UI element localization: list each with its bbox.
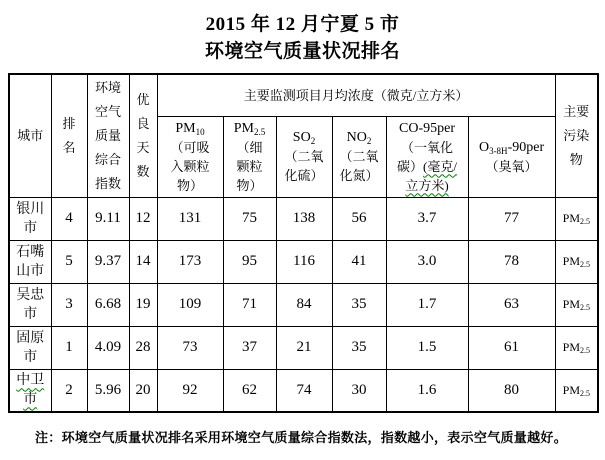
col-header-composite-index: 环境空气质量综合指数 [87, 74, 129, 197]
rank-cell: 2 [51, 369, 87, 412]
good-days-cell: 12 [129, 197, 157, 240]
o3-cell: 61 [468, 326, 555, 369]
no2-symbol: $NO_2$ [346, 130, 372, 146]
air-quality-ranking-table [8, 73, 599, 413]
good-days-cell: 14 [129, 240, 157, 283]
city-cell: 石嘴山市 [9, 240, 51, 283]
main-pollutant-cell: $PM_{2.5}$ [555, 197, 598, 240]
title-line-2: 环境空气质量状况排名 [204, 41, 400, 62]
footnote: 注：环境空气质量状况排名采用环境空气质量综合指数法，指数越小，表示空气质量越好。 [35, 430, 568, 445]
col-header-no2 [332, 116, 386, 197]
no2-cell: 30 [332, 369, 386, 412]
pm10-cell: 131 [157, 197, 223, 240]
pm10-cell: 73 [157, 326, 223, 369]
city-cell: 吴忠市 [9, 283, 51, 326]
co-cell: 3.7 [386, 197, 468, 240]
pm25-description: （细颗粒物） [236, 139, 263, 193]
col-header-main-pollutant: 主要污染物 [555, 74, 598, 197]
col-header-city: 城市 [9, 74, 51, 197]
no2-cell: 56 [332, 197, 386, 240]
rank-cell: 3 [51, 283, 87, 326]
co-cell: 3.0 [386, 240, 468, 283]
pm25-cell: 37 [223, 326, 276, 369]
co-description: （一氧化碳）(毫克/立方米) [397, 139, 457, 193]
pm25-symbol: $PM_{2.5}$ [233, 120, 266, 137]
col-header-pm10 [157, 116, 223, 197]
col-header-rank: 排名 [51, 74, 87, 197]
good-days-cell: 28 [129, 326, 157, 369]
pm25-cell: 71 [223, 283, 276, 326]
co-cell: 1.5 [386, 326, 468, 369]
col-header-pm25 [223, 116, 276, 197]
pm10-cell: 173 [157, 240, 223, 283]
document-title [0, 0, 605, 65]
pm10-cell: 92 [157, 369, 223, 412]
table-row [9, 369, 598, 412]
o3-description: （臭氧） [485, 158, 538, 174]
o3-cell: 77 [468, 197, 555, 240]
so2-description: （二氧化硫） [284, 149, 324, 183]
o3-cell: 78 [468, 240, 555, 283]
so2-symbol: $SO_2$ [292, 130, 316, 146]
o3-cell: 63 [468, 283, 555, 326]
main-pollutant-cell: $PM_{2.5}$ [555, 240, 598, 283]
col-header-co [386, 116, 468, 197]
col-header-so2 [276, 116, 332, 197]
pm25-cell: 62 [223, 369, 276, 412]
no2-cell: 35 [332, 326, 386, 369]
col-header-o3 [468, 116, 555, 197]
table-row [9, 240, 598, 283]
col-header-good-days: 优良天数 [129, 74, 157, 197]
co-cell: 1.6 [386, 369, 468, 412]
pm10-cell: 109 [157, 283, 223, 326]
main-pollutant-cell: $PM_{2.5}$ [555, 326, 598, 369]
so2-cell: 116 [276, 240, 332, 283]
so2-cell: 21 [276, 326, 332, 369]
table-row [9, 283, 598, 326]
good-days-cell: 20 [129, 369, 157, 412]
city-cell [9, 369, 51, 412]
title-line-1: 2015 年 12 月宁夏 5 市 [205, 14, 400, 35]
co-symbol: CO-95per [399, 120, 455, 136]
col-header-monitoring-group: 主要监测项目月均浓度（微克/立方米） [157, 74, 555, 116]
city-cell: 固原市 [9, 326, 51, 369]
misspelled-city-text: 中卫市 [16, 373, 45, 408]
pm10-description: （可吸入颗粒物） [170, 139, 210, 193]
index-cell: 6.68 [87, 283, 129, 326]
pm25-cell: 75 [223, 197, 276, 240]
index-cell: 9.37 [87, 240, 129, 283]
co-cell: 1.7 [386, 283, 468, 326]
so2-cell: 84 [276, 283, 332, 326]
pm25-cell: 95 [223, 240, 276, 283]
o3-cell: 80 [468, 369, 555, 412]
no2-cell: 41 [332, 240, 386, 283]
rank-cell: 4 [51, 197, 87, 240]
city-cell: 银川市 [9, 197, 51, 240]
table-row [9, 326, 598, 369]
o3-symbol: $O_{3-8H}-90per$ [478, 139, 545, 156]
pm10-symbol: $PM_{10}$ [175, 120, 205, 137]
rank-cell: 5 [51, 240, 87, 283]
index-cell: 5.96 [87, 369, 129, 412]
so2-cell: 74 [276, 369, 332, 412]
good-days-cell: 19 [129, 283, 157, 326]
index-cell: 4.09 [87, 326, 129, 369]
table-row [9, 197, 598, 240]
rank-cell: 1 [51, 326, 87, 369]
main-pollutant-cell: $PM_{2.5}$ [555, 369, 598, 412]
main-pollutant-cell: $PM_{2.5}$ [555, 283, 598, 326]
so2-cell: 138 [276, 197, 332, 240]
co-unit: (毫克/立方米) [405, 158, 457, 193]
no2-cell: 35 [332, 283, 386, 326]
no2-description: （二氧化氮） [339, 149, 379, 183]
index-cell: 9.11 [87, 197, 129, 240]
